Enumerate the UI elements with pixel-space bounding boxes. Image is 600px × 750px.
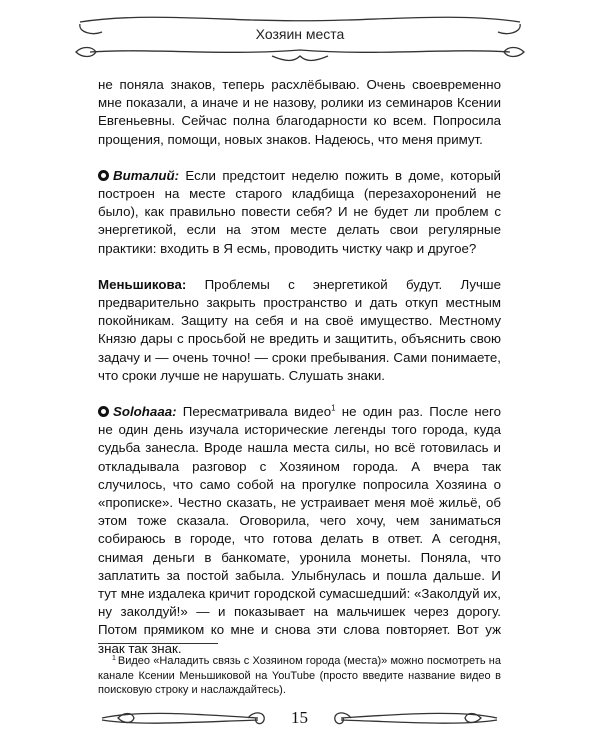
paragraph <box>98 167 501 258</box>
page-header <box>72 12 528 70</box>
footnote <box>98 652 501 698</box>
circle-bullet-icon <box>98 170 109 181</box>
paragraph <box>98 76 501 149</box>
page-body <box>98 76 501 658</box>
footnote-ref[interactable]: 1 <box>331 403 336 413</box>
footnote-divider <box>98 643 218 644</box>
paragraph <box>98 276 501 385</box>
running-title: Хозяин места <box>255 26 345 42</box>
paragraph-text: Проблемы с энергетикой будут. Лучше предварительно закрыть пространство и дать откуп местным покойникам. Защиту на себя и на своё имущество. Местному Князю дары с просьбой не вредить и защитить, объяснить свою задачу и — очень точно! — сроки пребывания. Сами понимаете, что сроки лучше не нарушать. Слушать знаки. <box>98 276 501 383</box>
paragraph <box>98 403 501 658</box>
circle-bullet-icon <box>98 406 109 417</box>
speaker-name: Виталий: <box>113 167 180 183</box>
paragraph-text: Если предстоит неделю пожить в доме, который построен на месте старого кладбища (перезахоронений не было), как правильно повести себя? И не будет ли проблем с энергетикой, если на этом месте делать свои регулярные практики: входить в Я есмь, проводить чистку чакр и другое? <box>98 167 501 256</box>
paragraph-text: не поняла знаков, теперь расхлёбываю. Очень своевременно мне показали, а иначе и не назову, ролики из семинаров Ксении Евгеньевны. Сейчас полна благодарности ко всем. Попросила прощения, помощи, новых знаков. Надеюсь, что меня примут. <box>98 77 501 147</box>
page-footer <box>98 700 501 736</box>
paragraph-text-start: Пересматривала видео <box>182 404 332 420</box>
page-number: 15 <box>291 708 308 727</box>
footnote-number: 1 <box>112 655 116 662</box>
paragraph-text: не один раз. После него не один день изучала исторические легенды того города, куда судьба занесла. Вроде нашла места силы, но всё готовилась и откладывала разговор с Хозяином города. А вчера так случилось, что само собой на прогулке попросила Хозяина о «прописке». Честно сказать, не устраивает меня моё жильё, об этом тоже сказала. Оговорила, чего хочу, чем заниматься собираюсь в городе, что готова делать в ответ. А сегодня, снимая деньги в банкомате, уронила монеты. Поняла, что заплатить за постой забыла. Улыбнулась и пошла дальше. И тут мне издалека кричит городской сумасшедший: «Заколдуй их, ну заколдуй!» — и показывает на мальчишек через дорогу. Потом прямиком ко мне и снова эти слова повторяет. Вот уж знак так знак. <box>98 404 501 656</box>
speaker-name: Меньшикова: <box>98 276 187 292</box>
footnote-text: Видео «Наладить связь с Хозяином города (места)» можно посмотреть на канале Ксении Меньшиковой на YouTube (просто введите название видео в поисковую строку и наслаждайтесь). <box>98 655 501 696</box>
speaker-name: Solohaaa: <box>113 404 177 420</box>
